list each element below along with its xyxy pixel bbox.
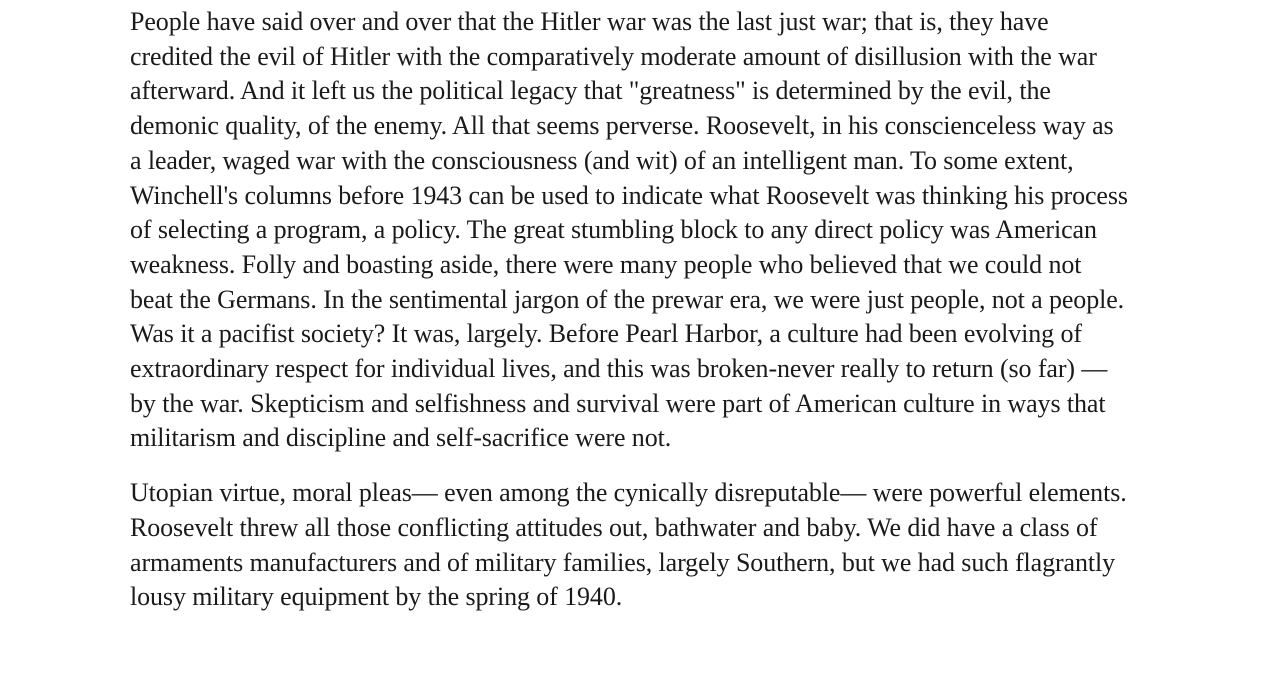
paragraph-1: People have said over and over that the Hitler war was the last just war; that is, they have credited the evil of Hitler with the comparatively moderate amount of disillusion with the war afterward. And it left us the political legacy that "greatness" is determined by the evil, the demonic quality, of the enemy. All that seems perverse. Roosevelt, in his conscienceless way as a leader, waged war with the consciousness (and wit) of an intelligent man. To some extent, Winchell's columns before 1943 can be used to indicate what Roosevelt was thinking his process of selecting a program, a policy. The great stumbling block to any direct policy was American weakness. Folly and boasting aside, there were many people who believed that we could not beat the Germans. In the sentimental jargon of the prewar era, we were just people, not a people. Was it a pacifist society? It was, largely. Before Pearl Harbor, a culture had been evolving of extraordinary respect for individual lives, and this was broken-never really to return (so far) —by the war. Skepticism and selfishness and survival were part of American culture in ways that militarism and discipline and self-sacrifice were not. — [130, 7, 1128, 453]
article-body — [130, 5, 1130, 635]
paragraph-2: Utopian virtue, moral pleas— even among the cynically disreputable— were powerful elements. Roosevelt threw all those conflicting attitudes out, bathwater and baby. We did have a class of armaments manufacturers and of military families, largely Southern, but we had such flagrantly lousy military equipment by the spring of 1940. — [130, 478, 1127, 612]
